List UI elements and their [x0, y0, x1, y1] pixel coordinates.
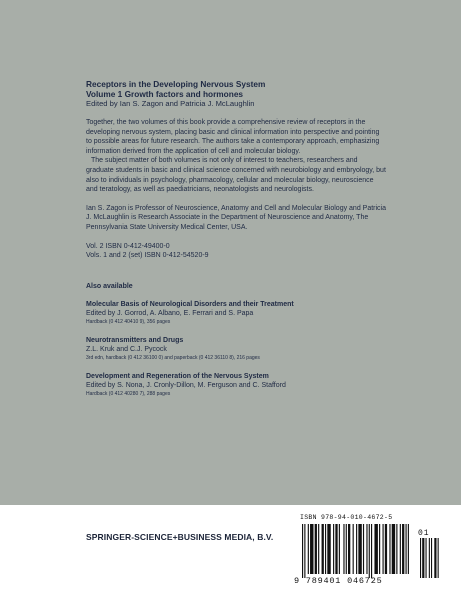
list-item [86, 372, 386, 398]
volume-subtitle: Volume 1 Growth factors and hormones [86, 89, 244, 99]
related-book-title: Molecular Basis of Neurological Disorders and their Treatment [86, 300, 294, 308]
isbn-set: Vols. 1 and 2 (set) ISBN 0-412-54520-9 [86, 252, 209, 260]
publisher-name: SPRINGER-SCIENCE+BUSINESS MEDIA, B.V. [86, 532, 274, 542]
related-book-editors: Edited by J. Gorrod, A. Albano, E. Ferrari and S. Papa [86, 309, 254, 317]
related-book-editors: Z.L. Kruk and C.J. Pycock [86, 345, 167, 353]
also-available-heading: Also available [86, 282, 133, 290]
related-book-title: Development and Regeneration of the Nervous System [86, 372, 269, 380]
isbn-volume: Vol. 2 ISBN 0-412-49400-0 [86, 242, 170, 250]
back-cover-content [86, 79, 386, 398]
list-item [86, 336, 386, 362]
related-book-details: 3rd edn, hardback (0 412 36100 0) and paperback (0 412 36110 8), 216 pages [86, 354, 260, 361]
author-bio-paragraph: Ian S. Zagon is Professor of Neuroscience, Anatomy and Cell and Molecular Biology and Patricia J. McLaughlin is Research Associate in the Department of Neuroscience and Anatomy, The Pennsylvania State University Medical Center, USA. [86, 204, 386, 231]
description-paragraph: Together, the two volumes of this book provide a comprehensive review of receptors in the developing nervous system, placing basic and clinical information into perspective and pointing to possible areas for future research. The authors take a contemporary approach, emphasizing information derived from the application of cell and molecular biology. [86, 119, 380, 155]
barcode-area [294, 514, 440, 594]
audience-paragraph: The subject matter of both volumes is not only of interest to teachers, researchers and graduate students in basic and clinical science concerned with neurobiology and embryology, but also to individuals in psychology, pharmacology, cellular and molecular biology, neuroscience and teratology, as well as paediatricians, neonatologists and neurologists. [86, 157, 386, 194]
barcode-addon-number: 01 [418, 529, 430, 538]
related-book-details: Hardback (0 412 40410 9), 356 pages [86, 318, 171, 325]
list-item [86, 300, 386, 326]
book-editors: Edited by Ian S. Zagon and Patricia J. McLaughlin [86, 99, 255, 108]
barcode-isbn-text: ISBN 978-94-010-4672-5 [300, 514, 393, 521]
related-book-editors: Edited by S. Nona, J. Cronly-Dillon, M. Ferguson and C. Stafford [86, 381, 286, 389]
book-title: Receptors in the Developing Nervous System [86, 79, 266, 89]
related-book-title: Neurotransmitters and Drugs [86, 336, 184, 344]
related-book-details: Hardback (0 412 40280 7), 288 pages [86, 390, 171, 397]
barcode-number: 9 789401 046725 [294, 576, 383, 586]
